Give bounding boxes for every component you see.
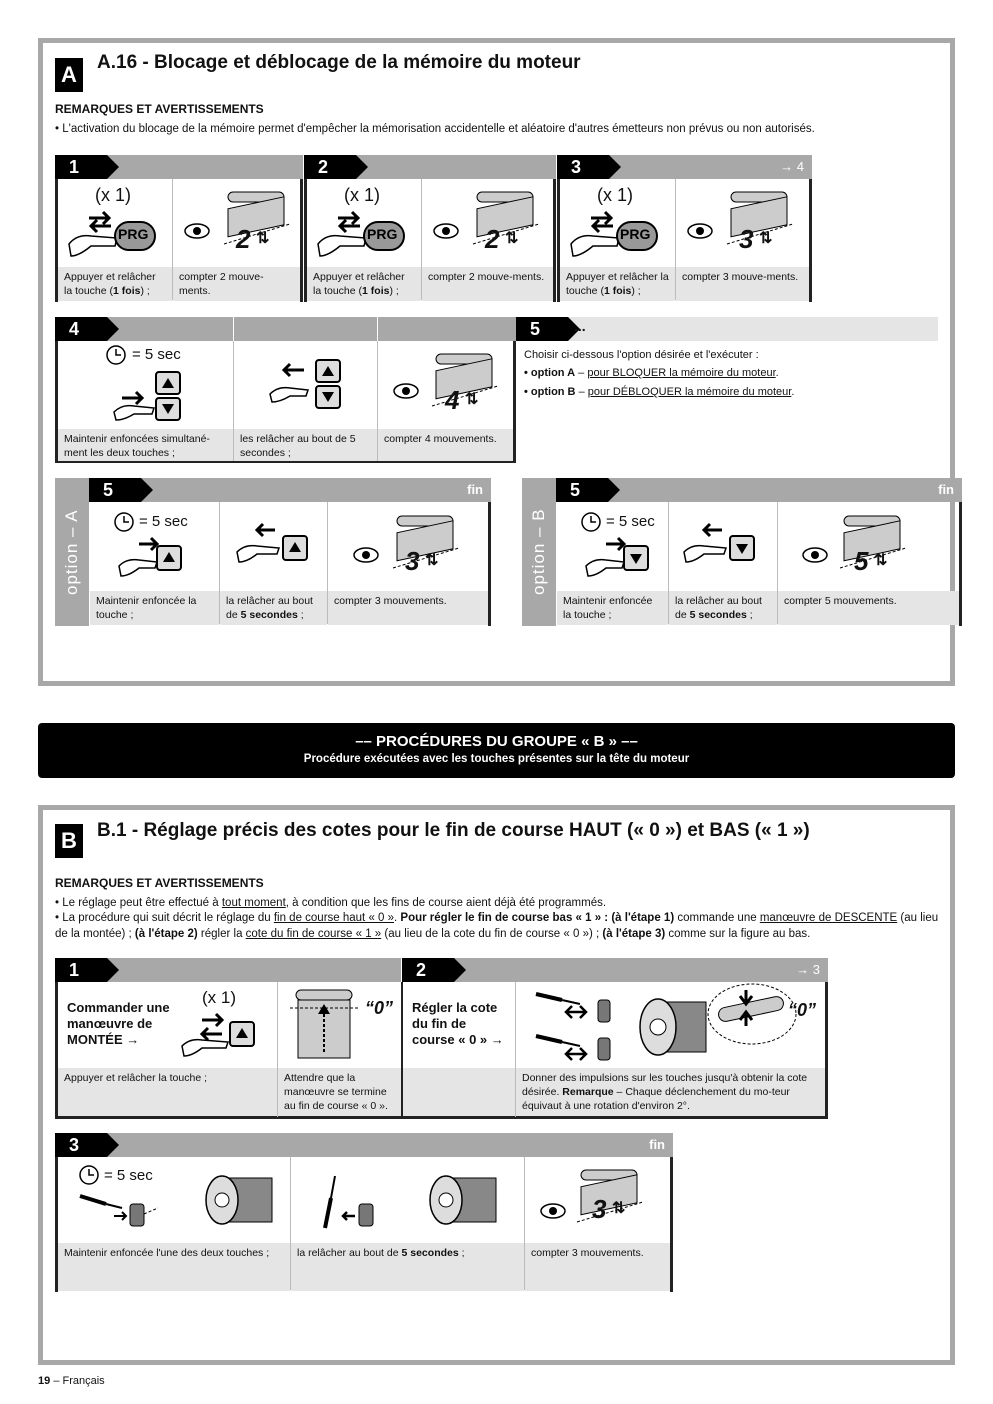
optionA-number: 5: [89, 478, 141, 502]
optionA-count: 3: [405, 546, 420, 576]
step-4-clock-icon: [105, 344, 129, 371]
step-3-eye-icon: [687, 222, 713, 245]
step-b1-up-key-icon: [180, 1012, 260, 1065]
optionB-release-key-icon: [682, 522, 762, 573]
step-3-count-arrows: ⇅: [759, 230, 773, 247]
step-2-times: (x 1): [344, 185, 380, 205]
section-a-title: A.16 - Blocage et déblocage de la mémoire du moteur: [97, 52, 581, 73]
step-1-caption-1: Appuyer et relâcher la touche (1 fois) ;: [58, 267, 172, 301]
optionA-eye-icon: [353, 546, 379, 569]
step-b3-fin: fin: [649, 1137, 665, 1152]
step-2-number: 2: [304, 155, 356, 179]
step-b1-number: 1: [55, 958, 107, 982]
step-5-dots: ...: [574, 318, 586, 334]
option-b-label: • option B: [524, 386, 576, 398]
optionA-caption-3: compter 3 mouvements.: [328, 591, 488, 625]
step-b3-motor-icon-1: [196, 1170, 276, 1235]
step-3-caption-2: compter 3 mouve-ments.: [676, 267, 809, 301]
optionB-bar: [556, 478, 962, 502]
step-b2-number: 2: [402, 958, 454, 982]
step-2-caption-1: Appuyer et relâcher la touche (1 fois) ;: [307, 267, 421, 301]
step-1-prg-label: PRG: [118, 226, 149, 242]
step-1-eye-icon: [184, 222, 210, 245]
optionB-blind-icon: [838, 508, 908, 585]
optionA-hold-key-icon: [117, 536, 187, 587]
step-4-number: 4: [55, 317, 107, 341]
section-a-remark: • L'activation du blocage de la mémoire permet d'empêcher la mémorisation accidentelle et aléatoire d'autres émetteurs non prévus ou non autorisés.: [55, 123, 815, 135]
step-5-bar: [516, 317, 938, 341]
step-b1-blind-up-icon: [290, 986, 360, 1067]
step-4-caption-2: les relâcher au bout de 5 secondes ;: [234, 429, 377, 461]
optionA-side-label: option – A: [55, 478, 89, 626]
step-b2-tube-icon: [706, 980, 816, 1065]
optionB-caption-1: Maintenir enfoncée la touche ;: [557, 591, 668, 625]
step-b1-bar: [55, 958, 401, 982]
step-b3-caption-1: Maintenir enfoncée l'une des deux touches ;: [58, 1243, 290, 1291]
step-3-prg-key-icon: [569, 208, 669, 263]
step-2-blind-icon: [471, 184, 541, 261]
group-b-banner: [38, 723, 955, 778]
step-b2-bar: [402, 958, 828, 982]
step-1-count-arrows: ⇅: [256, 230, 270, 247]
step-1-times: (x 1): [95, 185, 131, 205]
step-1-count: 2: [236, 224, 251, 254]
group-b-subtitle: Procédure exécutées avec les touches présentes sur la tête du moteur: [303, 753, 690, 765]
step-1-prg-key-icon: [67, 208, 167, 263]
optionA-fin: fin: [467, 482, 483, 497]
step-2-eye-icon: [433, 222, 459, 245]
step-b3-count: 3: [592, 1194, 607, 1224]
optionB-number: 5: [556, 478, 608, 502]
optionB-count: 5: [854, 546, 869, 576]
optionB-seconds: = 5 sec: [606, 513, 655, 530]
step-3-caption-1: Appuyer et relâcher la touche (1 fois) ;: [560, 267, 675, 301]
step-b2-caption: Donner des impulsions sur les touches jusqu'à obtenir la cote désirée. Remarque – Chaque déclenchement du mo-teur équivaut à une rotation d'environ 2°.: [516, 1068, 825, 1116]
step-b2-zero: “0”: [788, 1000, 817, 1020]
optionB-hold-key-icon: [584, 536, 654, 587]
step-2-prg-label: PRG: [367, 226, 398, 242]
section-b-title: B.1 - Réglage précis des cotes pour le fin de course HAUT (« 0 ») et BAS (« 1 »): [97, 820, 810, 841]
step-b1-label: Commander une manœuvre de MONTÉE →: [67, 1000, 170, 1047]
step-4-blind-icon: [430, 346, 500, 423]
step-3-next: → 4: [780, 159, 804, 174]
step-4-seconds: = 5 sec: [132, 346, 181, 363]
step-3-count: 3: [739, 224, 754, 254]
optionA-caption-2: la relâcher au bout de 5 secondes ;: [220, 591, 327, 625]
step-5-option-b: • option B – pour DÉBLOQUER la mémoire du moteur.: [524, 386, 795, 398]
step-5-number: 5: [516, 317, 568, 341]
optionB-eye-icon: [802, 546, 828, 569]
optionA-bar: [89, 478, 491, 502]
section-b-remark-1: • Le réglage peut être effectué à tout moment, à condition que les fins de course aient déjà été programmés.: [55, 897, 607, 909]
step-b3-hold-icon: [78, 1192, 158, 1237]
step-b3-clock-icon: [78, 1164, 102, 1191]
step-4-bar: [55, 317, 516, 341]
step-2-count: 2: [485, 224, 500, 254]
optionB-clock-icon: [580, 511, 604, 538]
section-a-letter: A: [55, 58, 83, 92]
step-4-count-arrows: ⇅: [465, 391, 479, 408]
optionA-count-arrows: ⇅: [425, 552, 439, 569]
step-4-count: 4: [445, 385, 460, 415]
step-1-blind-icon: [222, 184, 292, 261]
step-1-number: 1: [55, 155, 107, 179]
step-4-caption-3: compter 4 mouvements.: [378, 429, 513, 461]
step-4-caption-1: Maintenir enfoncées simultané-ment les deux touches ;: [58, 429, 233, 461]
section-b-remark-2: • La procédure qui suit décrit le réglage du fin de course haut « 0 ». Pour régler le fin de course bas « 1 » : (à l'étape 1) commande une manœuvre de DESCENTE (au lieu de la montée) ; (à l'étape 2) régler la cote du fin de course « 1 » (au lieu de la cote du fin de course « 0 ») ; (à l'étape 3) comme sur la figure au bas.: [55, 912, 939, 940]
step-1-caption-2: compter 2 mouve-ments.: [173, 267, 300, 301]
step-5-option-a: • option A – pour BLOQUER la mémoire du moteur.: [524, 367, 779, 379]
section-b-letter: B: [55, 824, 83, 858]
step-b2-screwdriver-icon: [532, 988, 622, 1073]
optionB-side-label: option – B: [522, 478, 556, 626]
step-3-blind-icon: [725, 184, 795, 261]
step-3-bar: [557, 155, 812, 179]
step-3-number: 3: [557, 155, 609, 179]
step-3-prg-label: PRG: [620, 226, 651, 242]
step-b3-motor-icon-2: [420, 1170, 500, 1235]
step-4-eye-icon: [393, 382, 419, 405]
step-4-release-icon: [268, 356, 348, 417]
step-b1-zero: “0”: [365, 998, 394, 1018]
step-b2-caption-empty: [403, 1068, 515, 1116]
step-2-bar: [304, 155, 556, 179]
step-b3-seconds: = 5 sec: [104, 1167, 153, 1184]
step-b3-bar: [55, 1133, 673, 1157]
step-b3-release-icon: [315, 1168, 385, 1237]
optionB-count-arrows: ⇅: [874, 552, 888, 569]
page-number: 19: [38, 1375, 51, 1387]
step-b3-count-arrows: ⇅: [612, 1200, 626, 1217]
step-b1-caption-1: Appuyer et relâcher la touche ;: [58, 1068, 277, 1116]
step-b3-caption-3: compter 3 mouvements.: [525, 1243, 670, 1291]
step-1-bar: [55, 155, 303, 179]
group-b-title: –– PROCÉDURES DU GROUPE « B » ––: [355, 733, 638, 750]
step-b1-caption-2: Attendre que la manœuvre se termine au fin de course « 0 ».: [278, 1068, 401, 1116]
step-b2-motor-icon: [628, 992, 708, 1067]
step-b1-times: (x 1): [202, 988, 236, 1007]
step-4-divider-1: [233, 317, 234, 341]
optionA-blind-icon: [391, 508, 461, 585]
optionB-caption-3: compter 5 mouvements.: [778, 591, 959, 625]
step-b3-eye-icon: [540, 1202, 566, 1225]
optionA-caption-1: Maintenir enfoncée la touche ;: [90, 591, 219, 625]
optionB-caption-2: la relâcher au bout de 5 secondes ;: [669, 591, 777, 625]
step-2-caption-2: compter 2 mouve-ments.: [422, 267, 553, 301]
option-a-label: • option A: [524, 367, 576, 379]
option-a-text: pour BLOQUER la mémoire du moteur: [587, 367, 776, 379]
step-b2-label: Régler la cote du fin de course « 0 » →: [412, 1000, 504, 1047]
section-b-remarks-heading: REMARQUES ET AVERTISSEMENTS: [55, 876, 264, 890]
step-2-count-arrows: ⇅: [505, 230, 519, 247]
optionA-release-key-icon: [235, 522, 315, 573]
step-b3-number: 3: [55, 1133, 107, 1157]
page-footer: [38, 1375, 105, 1387]
step-b2-next: → 3: [796, 962, 820, 977]
step-5-intro: Choisir ci-dessous l'option désirée et l'exécuter :: [524, 349, 759, 361]
step-3-times: (x 1): [597, 185, 633, 205]
step-4-divider-2: [377, 317, 378, 341]
page-language: – Français: [53, 1375, 105, 1387]
step-2-prg-key-icon: [316, 208, 416, 263]
optionA-seconds: = 5 sec: [139, 513, 188, 530]
optionA-clock-icon: [113, 511, 137, 538]
optionB-fin: fin: [938, 482, 954, 497]
section-a-remarks-heading: REMARQUES ET AVERTISSEMENTS: [55, 102, 264, 116]
option-b-text: pour DÉBLOQUER la mémoire du moteur: [587, 386, 792, 398]
step-4-two-keys-icon: [112, 368, 192, 429]
step-b3-blind-icon: [575, 1162, 645, 1239]
step-b3-caption-2: la relâcher au bout de 5 secondes ;: [291, 1243, 524, 1291]
